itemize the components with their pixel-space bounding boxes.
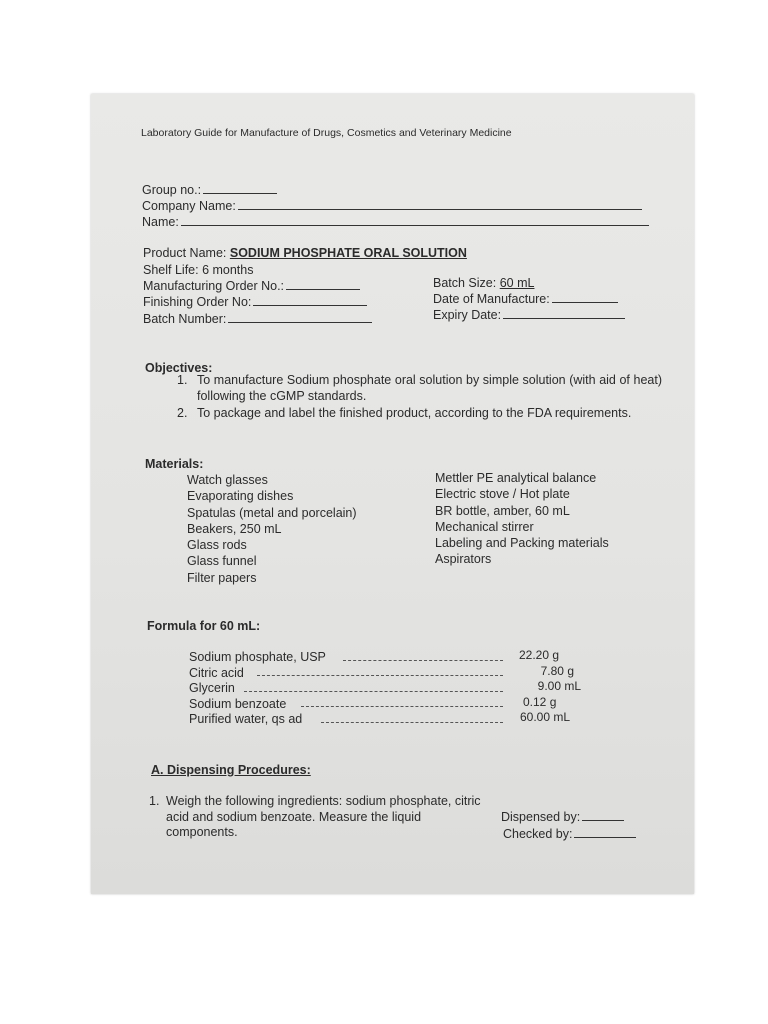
- expiry-date-field: [433, 308, 625, 323]
- formula-qty: 7.80 g: [540, 663, 574, 678]
- mfg-order-label: Manufacturing Order No.:: [143, 279, 285, 293]
- company-name-field: [142, 199, 642, 214]
- material-item: Aspirators: [435, 552, 492, 567]
- objective-item: [177, 406, 662, 422]
- material-item: Electric stove / Hot plate: [435, 487, 570, 502]
- material-item: Beakers, 250 mL: [187, 521, 282, 536]
- dispensed-by-blank: [582, 810, 624, 821]
- shelf-life: Shelf Life: 6 months: [143, 263, 254, 277]
- formula-ingredient: Citric acid: [189, 665, 244, 680]
- formula-leader: [321, 722, 503, 723]
- checked-by-label: Checked by:: [503, 827, 573, 841]
- group-no-field: [142, 183, 277, 198]
- date-of-manufacture-blank: [552, 292, 618, 303]
- material-item: BR bottle, amber, 60 mL: [435, 503, 570, 518]
- objective-item: [177, 373, 662, 404]
- group-no-blank: [203, 183, 277, 194]
- material-item: Evaporating dishes: [187, 489, 294, 504]
- formula-ingredient: Sodium benzoate: [189, 696, 287, 711]
- materials-left-list: [187, 472, 407, 586]
- material-item: Mettler PE analytical balance: [435, 471, 597, 485]
- dispensing-step-item: [149, 794, 489, 841]
- material-item: Watch glasses: [187, 473, 268, 487]
- finishing-order-field: [143, 295, 367, 310]
- name-blank: [181, 215, 649, 226]
- expiry-date-blank: [503, 308, 625, 319]
- formula-qty: 22.20 g: [519, 648, 560, 662]
- company-name-label: Company Name:: [142, 199, 236, 213]
- formula-leader: [343, 660, 503, 661]
- batch-size-value: 60 mL: [499, 276, 535, 290]
- product-name-line: [143, 246, 467, 261]
- group-no-label: Group no.:: [142, 183, 202, 197]
- formula-qty-column: [519, 648, 581, 726]
- checked-by-field: [503, 827, 636, 842]
- date-of-manufacture-label: Date of Manufacture:: [433, 292, 550, 306]
- product-name-label: Product Name:: [143, 246, 227, 260]
- material-item: Glass rods: [187, 538, 247, 553]
- formula-ingredient: Purified water, qs ad: [189, 712, 303, 726]
- objectives-heading: Objectives:: [145, 361, 213, 375]
- dispensing-step-text: Weigh the following ingredients: sodium phosphate, citric acid and sodium benzoate. Measure the liquid components.: [166, 794, 481, 839]
- dispensing-step: [149, 794, 489, 841]
- batch-number-blank: [228, 312, 372, 323]
- objective-number: 2.: [177, 406, 188, 420]
- expiry-date-label: Expiry Date:: [433, 308, 502, 322]
- dispensed-by-field: [501, 810, 624, 825]
- formula-leader: [301, 706, 503, 707]
- date-of-manufacture-field: [433, 292, 618, 307]
- formula-leader: [244, 691, 503, 692]
- formula-qty: 60.00 mL: [520, 710, 571, 724]
- material-item: Labeling and Packing materials: [435, 536, 609, 551]
- formula-leader: [257, 675, 503, 676]
- materials-heading: Materials:: [145, 457, 204, 471]
- formula-names: [189, 650, 389, 728]
- objectives-list: [177, 373, 662, 422]
- dispensing-step-number: 1.: [149, 794, 160, 808]
- material-item: Glass funnel: [187, 554, 257, 569]
- objective-number: 1.: [177, 373, 188, 387]
- product-name-value: SODIUM PHOSPHATE ORAL SOLUTION: [229, 246, 467, 260]
- dispensing-heading: A. Dispensing Procedures:: [151, 763, 311, 777]
- document-header: Laboratory Guide for Manufacture of Drugs, Cosmetics and Veterinary Medicine: [141, 127, 512, 139]
- finishing-order-blank: [253, 295, 367, 306]
- material-item: Spatulas (metal and porcelain): [187, 505, 357, 520]
- material-item: Mechanical stirrer: [435, 519, 534, 534]
- mfg-order-blank: [286, 279, 360, 290]
- batch-size-label: Batch Size:: [433, 276, 497, 290]
- formula-ingredient: Sodium phosphate, USP: [189, 650, 326, 664]
- formula-heading: Formula for 60 mL:: [147, 619, 261, 633]
- formula-qty: 0.12 g: [523, 694, 557, 709]
- batch-number-field: [143, 312, 372, 327]
- objective-text: To manufacture Sodium phosphate oral solution by simple solution (with aid of heat) following the cGMP standards.: [197, 373, 662, 403]
- mfg-order-field: [143, 279, 360, 294]
- finishing-order-label: Finishing Order No:: [143, 295, 252, 309]
- company-name-blank: [238, 199, 642, 210]
- name-label: Name:: [142, 215, 179, 229]
- formula-qty: 9.00 mL: [537, 679, 581, 693]
- checked-by-blank: [574, 827, 636, 838]
- batch-number-label: Batch Number:: [143, 312, 227, 326]
- dispensed-by-label: Dispensed by:: [501, 810, 581, 824]
- document-sheet: [91, 94, 694, 894]
- objective-text: To package and label the finished product, according to the FDA requirements.: [197, 406, 632, 420]
- formula-ingredient: Glycerin: [189, 681, 235, 695]
- batch-size-field: [433, 276, 534, 291]
- material-item: Filter papers: [187, 570, 257, 585]
- name-field: [142, 215, 649, 230]
- materials-right-list: [435, 470, 675, 568]
